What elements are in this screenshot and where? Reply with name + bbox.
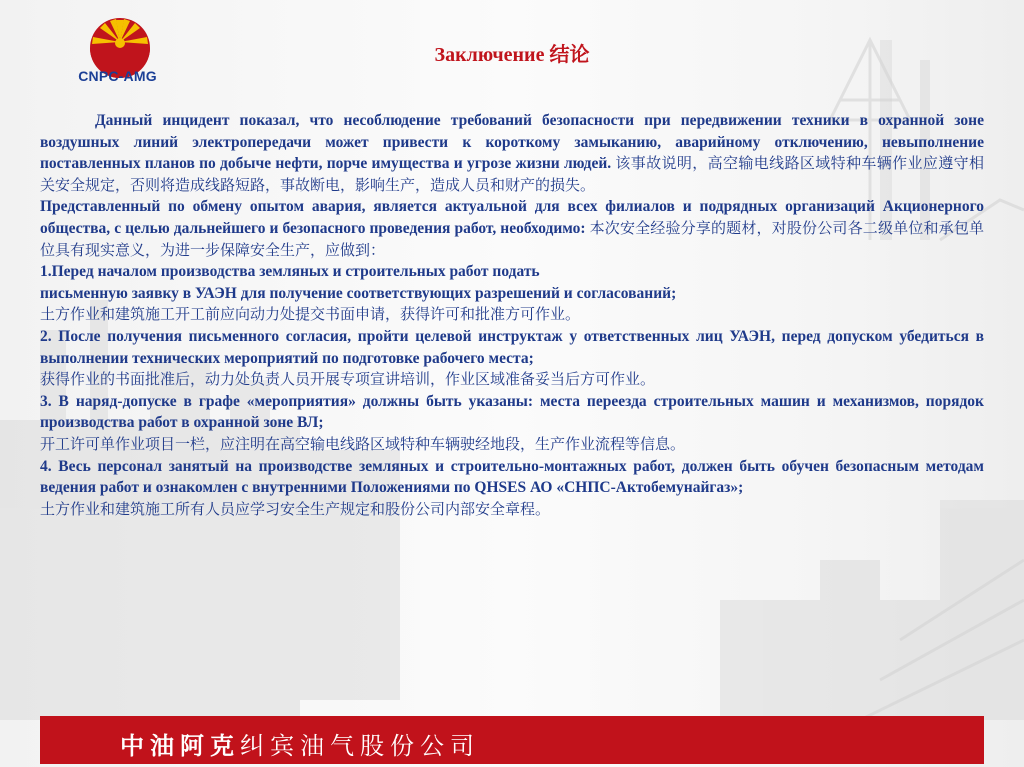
list-item-1-ru-a: 1.Перед началом производства земляных и строительных работ подать: [40, 263, 540, 281]
list-item-3-ru: 3. В наряд-допуске в графе «мероприятия» должны быть указаны: места переезда строительных машин и механизмов, порядок производства работ в охранной зоне ВЛ;: [40, 392, 984, 432]
footer-band: [40, 716, 984, 764]
company-name-rest: 纠宾油气股份公司: [240, 732, 480, 760]
list-item-1-ru-b: письменную заявку в УАЭН для получение соответствующих разрешений и согласований;: [40, 284, 677, 302]
list-item-4-ru: 4. Весь персонал занятый на производстве земляных и строительно-монтажных работ, должен быть обучен безопасным методам ведения работ и ознакомлен с внутренними Положениями по QHSES АО «СНПС-Актобемунайгаз»;: [40, 457, 984, 497]
list-item-3-cn: 开工许可单作业项目一栏，应注明在高空输电线路区域特种车辆驶经地段，生产作业流程等信息。: [40, 434, 686, 453]
paragraph-intro: [40, 110, 984, 196]
paragraph-requirements-cn: 本次安全经验分享的题材，对股份公司各二级单位和承包单位具有现实意义，为进一步保障安全生产，应做到：: [40, 218, 984, 259]
paragraph-requirements: [40, 196, 984, 261]
paragraph-intro-cn: 该事故说明，高空输电线路区域特种车辆作业应遵守相关安全规定，否则将造成线路短路，事故断电，影响生产，造成人员和财产的损失。: [40, 154, 984, 194]
paragraph-requirements-ru: Представленный по обмену опытом авария, является актуальной для всех филиалов и подрядных организаций Акционерного общества, с целью дальнейшего и безопасного проведения работ, необходимо:: [40, 198, 984, 237]
paragraph-intro-ru: Данный инцидент показал, что несоблюдение требований безопасности при передвижении техники в охранной зоне воздушных линий электропередачи может привести к короткому замыканию, аварийному отключению, невыполнение поставленных планов по добыче нефти, порче имущества и угрозе жизни людей.: [40, 112, 984, 173]
page-title: Заключение 结论: [434, 44, 590, 66]
slide-body: [40, 110, 984, 520]
list-item-2-cn: 获得作业的书面批准后，动力处负责人员开展专项宣讲培训，作业区域准备妥当后方可作业。: [40, 370, 656, 389]
list-item-4-cn: 土方作业和建筑施工所有人员应学习安全生产规定和股份公司内部安全章程。: [40, 499, 551, 518]
company-name-bold: 中油阿克: [120, 732, 240, 760]
list-item-2-ru: 2. После получения письменного согласия, пройти целевой инструктаж у ответственных лиц УАЭН, перед допуском убедиться в выполнении технических мероприятий по подготовке рабочего места;: [40, 327, 984, 367]
logo-text: CNPC-AMG: [78, 68, 157, 84]
company-name: [120, 726, 480, 761]
list-item-1-cn: 土方作业和建筑施工开工前应向动力处提交书面申请，获得许可和批准方可作业。: [40, 305, 581, 324]
